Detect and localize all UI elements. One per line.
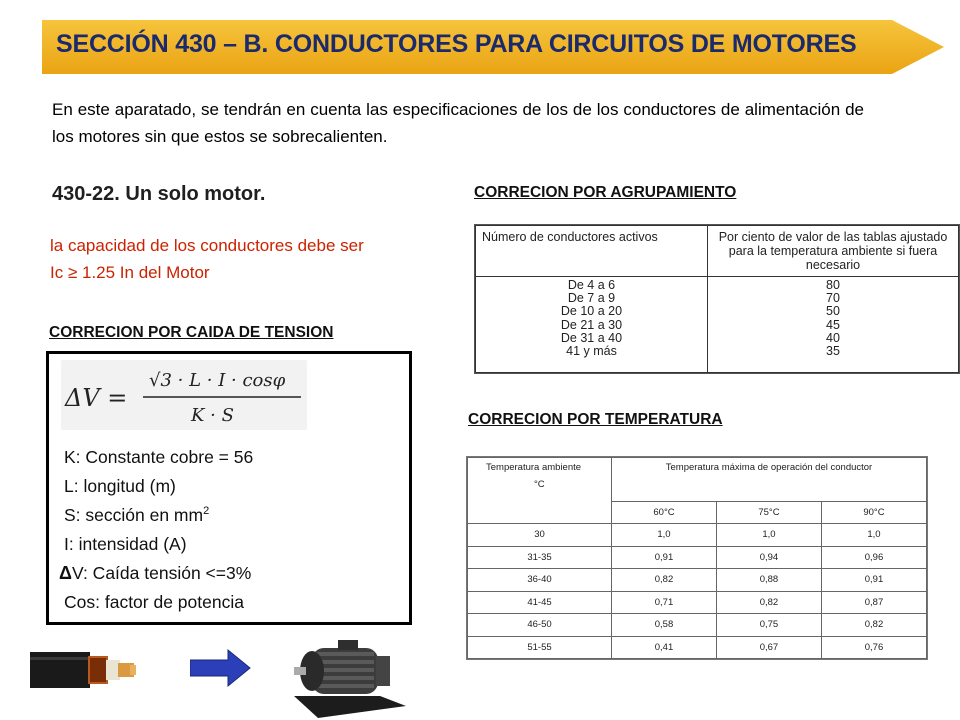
page-title: SECCIÓN 430 – B. CONDUCTORES PARA CIRCUITOS DE MOTORES <box>56 30 857 58</box>
table-row: 36-40 0,82 0,88 0,91 <box>468 569 927 592</box>
voltage-drop-box <box>46 351 412 625</box>
variable-list <box>59 443 404 617</box>
capacity-note <box>50 232 460 286</box>
temp-header-max: Temperatura máxima de operación del conductor <box>612 458 927 502</box>
table-row: 41-45 0,71 0,82 0,87 <box>468 591 927 614</box>
capacity-note-line-1: la capacidad de los conductores debe ser <box>50 236 364 255</box>
temperature-label: CORRECION POR TEMPERATURA <box>468 411 723 428</box>
formula-numerator: √3 · L · I · cosφ <box>149 370 286 391</box>
grouping-percent-cell: 80 70 50 45 40 35 <box>708 277 959 373</box>
var-k: K: Constante cobre = 56 <box>64 447 254 467</box>
capacity-note-line-2: Ic ≥ 1.25 In del Motor <box>50 263 210 282</box>
var-l: L: longitud (m) <box>64 476 176 496</box>
var-cos: Cos: factor de potencia <box>64 592 244 612</box>
table-row: 51-55 0,41 0,67 0,76 <box>468 636 927 659</box>
table-row: 30 1,0 1,0 1,0 <box>468 524 927 547</box>
single-motor-heading: 430-22. Un solo motor. <box>52 183 266 205</box>
temp-col-60: 60°C <box>612 502 717 524</box>
grouping-header-percent: Por ciento de valor de las tablas ajustado para la temperatura ambiente si fuera necesario <box>708 226 959 277</box>
var-i: I: intensidad (A) <box>64 534 187 554</box>
cable-icon <box>30 648 138 692</box>
temp-col-90: 90°C <box>821 502 926 524</box>
voltage-drop-formula <box>61 360 307 430</box>
voltage-drop-label: CORRECION POR CAIDA DE TENSION <box>49 324 334 341</box>
grouping-label: CORRECION POR AGRUPAMIENTO <box>474 184 737 201</box>
title-banner <box>42 20 944 74</box>
formula-lhs: ΔV = <box>65 384 128 412</box>
table-row: 31-35 0,91 0,94 0,96 <box>468 546 927 569</box>
temperature-table <box>466 456 928 660</box>
grouping-count-cell: De 4 a 6 De 7 a 9 De 10 a 20 De 21 a 30 De 31 a 40 41 y más <box>476 277 708 373</box>
table-row: 46-50 0,58 0,75 0,82 <box>468 614 927 637</box>
var-s: S: sección en $mm^2$ <box>64 505 210 525</box>
motor-icon <box>290 634 408 720</box>
temp-col-75: 75°C <box>716 502 821 524</box>
formula-denominator: K · S <box>191 405 234 426</box>
grouping-table <box>474 224 960 374</box>
var-dv: ΔV: Caída tensión <=3% <box>59 563 252 583</box>
intro-paragraph: En este aparatado, se tendrán en cuenta las especificaciones de los de los conductores de alimentación de los motores sin que estos se sobrecalienten. <box>52 100 864 146</box>
grouping-header-count: Número de conductores activos <box>476 226 708 277</box>
temp-header-ambient: Temperatura ambiente °C <box>468 458 612 524</box>
right-arrow-icon <box>190 648 252 688</box>
